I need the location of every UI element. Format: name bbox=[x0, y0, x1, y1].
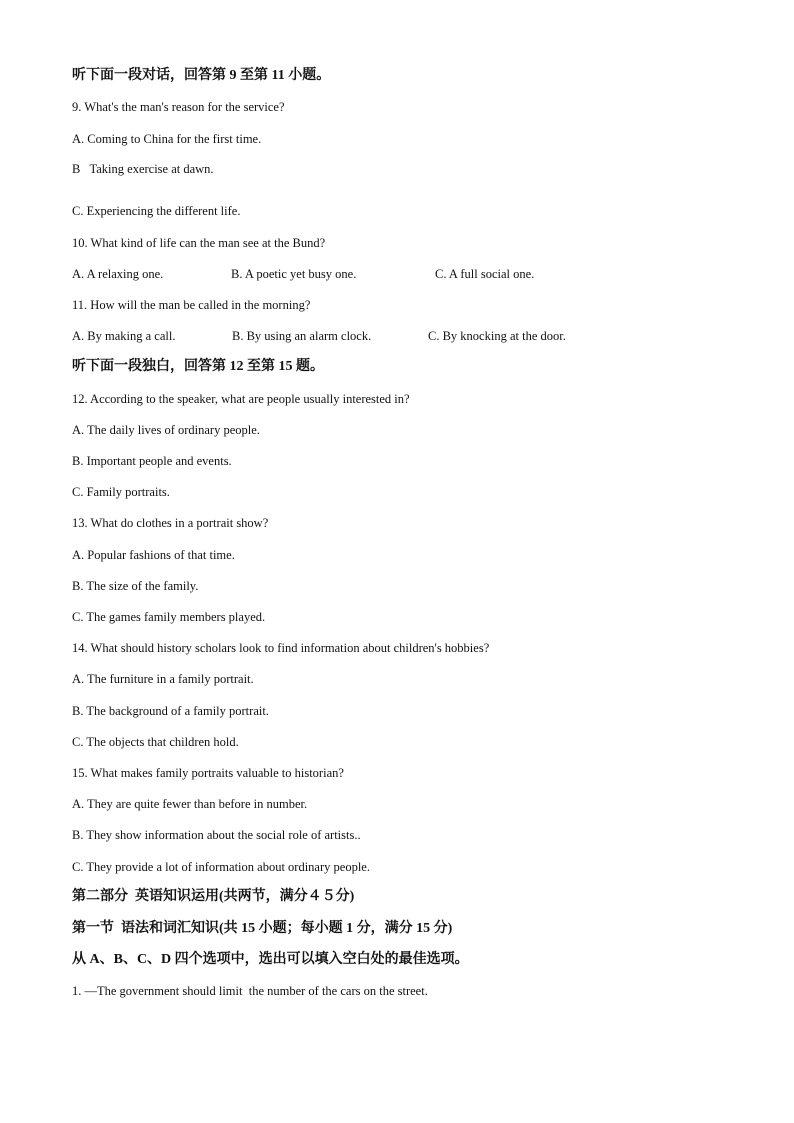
question-10-option-a: A. A relaxing one. bbox=[72, 267, 164, 281]
question-14-option-b: B. The background of a family portrait. bbox=[72, 704, 269, 718]
question-14: 14. What should history scholars look to find information about children's hobbies? bbox=[72, 641, 490, 655]
question-12-option-b: B. Important people and events. bbox=[72, 454, 232, 468]
question-13-option-c: C. The games family members played. bbox=[72, 610, 266, 624]
question-15-option-a: A. They are quite fewer than before in number. bbox=[72, 797, 308, 811]
instruction-heading: 从 A、B、C、D 四个选项中，选出可以填入空白处的最佳选项。 bbox=[72, 952, 469, 967]
question-10: 10. What kind of life can the man see at the Bund? bbox=[72, 236, 326, 250]
question-15: 15. What makes family portraits valuable to historian? bbox=[72, 766, 344, 780]
part-two-heading: 第二部分 英语知识运用(共两节，满分４５分) bbox=[72, 889, 355, 904]
question-9-option-c: C. Experiencing the different life. bbox=[72, 204, 241, 218]
question-12: 12. According to the speaker, what are people usually interested in? bbox=[72, 392, 410, 406]
question-15-option-b: B. They show information about the social role of artists.. bbox=[72, 828, 361, 842]
question-9: 9. What's the man's reason for the service? bbox=[72, 100, 285, 114]
question-14-option-c: C. The objects that children hold. bbox=[72, 735, 239, 749]
question-9-option-a: A. Coming to China for the first time. bbox=[72, 132, 262, 146]
section-heading-dialogue: 听下面一段对话，回答第 9 至第 11 小题。 bbox=[72, 68, 331, 83]
question-13: 13. What do clothes in a portrait show? bbox=[72, 516, 269, 530]
question-12-option-c: C. Family portraits. bbox=[72, 485, 170, 499]
question-12-option-a: A. The daily lives of ordinary people. bbox=[72, 423, 260, 437]
question-15-option-c: C. They provide a lot of information about ordinary people. bbox=[72, 860, 370, 874]
question-11: 11. How will the man be called in the morning? bbox=[72, 298, 311, 312]
section-heading-monologue: 听下面一段独白，回答第 12 至第 15 题。 bbox=[72, 359, 324, 374]
question-10-option-b: B. A poetic yet busy one. bbox=[231, 267, 357, 281]
question-13-option-b: B. The size of the family. bbox=[72, 579, 199, 593]
question-11-option-c: C. By knocking at the door. bbox=[428, 329, 566, 343]
question-10-option-c: C. A full social one. bbox=[435, 267, 535, 281]
question-11-option-b: B. By using an alarm clock. bbox=[232, 329, 372, 343]
question-13-option-a: A. Popular fashions of that time. bbox=[72, 548, 235, 562]
question-11-option-a: A. By making a call. bbox=[72, 329, 176, 343]
question-9-option-b: B Taking exercise at dawn. bbox=[72, 162, 214, 176]
question-14-option-a: A. The furniture in a family portrait. bbox=[72, 672, 254, 686]
grammar-question-1: 1. —The government should limit the number of the cars on the street. bbox=[72, 984, 428, 998]
section-one-heading: 第一节 语法和词汇知识(共 15 小题；每小题 1 分，满分 15 分) bbox=[72, 921, 453, 936]
